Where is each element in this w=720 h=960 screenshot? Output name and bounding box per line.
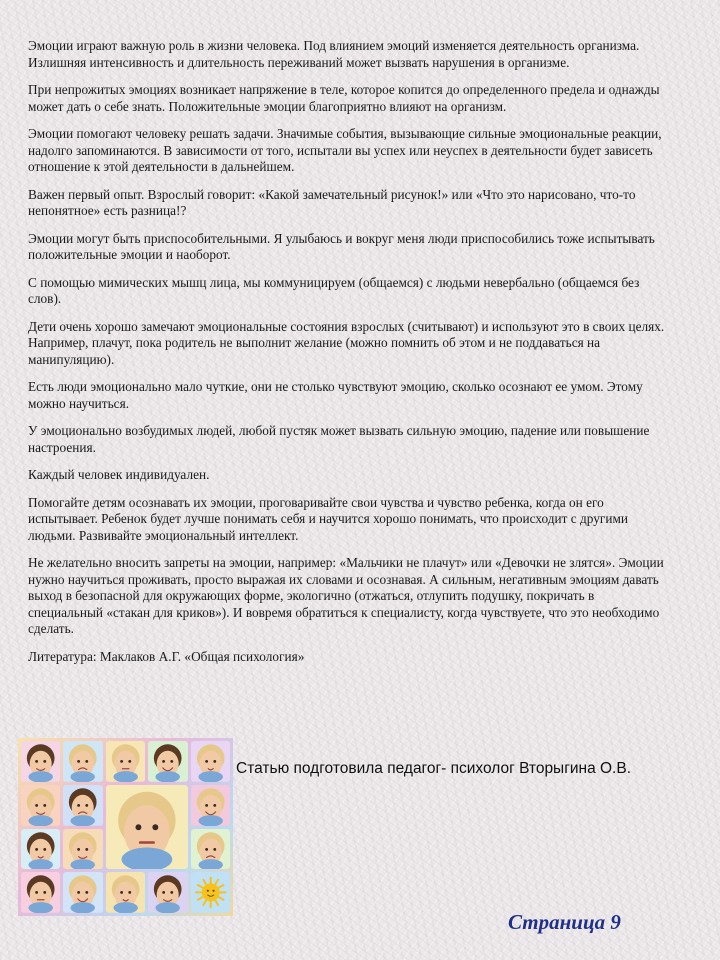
sun-icon [191, 872, 230, 913]
article-paragraph: С помощью мимических мышц лица, мы коммуницируем (общаемся) с людьми невербально (общаемся без слов). [28, 274, 640, 306]
child-face-icon [21, 829, 60, 870]
article-paragraph: Есть люди эмоционально мало чуткие, они не столько чувствуют эмоцию, сколько осознают ее умом. Этому можно научиться. [28, 379, 643, 411]
article-paragraph: У эмоционально возбудимых людей, любой пустяк может вызвать сильную эмоцию, падение или повышение настроения. [28, 423, 650, 455]
child-face-icon [21, 872, 60, 913]
references: Литература: Маклаков А.Г. «Общая психология» [28, 648, 305, 664]
child-face-icon [148, 872, 187, 913]
child-face-icon [63, 785, 102, 826]
child-face-icon [63, 829, 102, 870]
child-face-icon [21, 741, 60, 782]
child-face-icon [21, 785, 60, 826]
article-paragraph: Помогайте детям осознавать их эмоции, проговаривайте свои чувства и чувство ребенка, когда он его испытывает. Ребенок будет лучше понимать себя и научится хорошо понимать, что происходит с другими людьми. Развивайте эмоциональный интеллект. [28, 494, 629, 543]
child-face-icon [191, 829, 230, 870]
page-number: Страница 9 [508, 910, 621, 934]
article-paragraph: Эмоции играют важную роль в жизни человека. Под влиянием эмоций изменяется деятельность организма. Излишняя интенсивность и длительность переживаний может вызвать нарушения в организме. [28, 38, 640, 70]
child-face-icon [191, 741, 230, 782]
children-emotions-collage [18, 738, 233, 916]
child-face-icon [106, 785, 188, 870]
article-paragraph: При непрожитых эмоциях возникает напряжение в теле, которое копится до определенного предела и однажды может дать о себе знать. Положительные эмоции благоприятно влияют на организм. [28, 82, 660, 114]
article-paragraph: Эмоции помогают человеку решать задачи. Значимые события, вызывающие сильные эмоциональные реакции, надолго запоминаются. В зависимости от того, испытали вы успех или неуспех в деятельности будет зависеть отношение к этой деятельности в дальнейшем. [28, 126, 662, 174]
child-face-icon [106, 741, 145, 782]
article-paragraph: Важен первый опыт. Взрослый говорит: «Какой замечательный рисунок!» или «Что это нарисовано, что-то непонятное» есть разница!? [28, 186, 636, 218]
child-face-icon [191, 785, 230, 826]
article [28, 38, 668, 676]
article-paragraph: Не желательно вносить запреты на эмоции, например: «Мальчики не плачут» или «Девочки не злятся». Эмоции нужно научиться проживать, просто выражая их словами и осознавая. А сильным, негативным эмоциям давать выход в безопасной для окружающих форме, экологично (отжаться, отлупить подушку, покричать в специальный «стакан для криков»). И вовремя обратиться к специалисту, когда чувствуете, что это необходимо сделать. [28, 555, 664, 636]
article-paragraph: Каждый человек индивидуален. [28, 467, 210, 482]
child-face-icon [63, 872, 102, 913]
child-face-icon [63, 741, 102, 782]
article-paragraph: Эмоции могут быть приспособительными. Я улыбаюсь и вокруг меня люди приспособились тоже испытывать положительные эмоции и наоборот. [28, 230, 655, 262]
author-credit: Статью подготовила педагог- психолог Вторыгина О.В. [236, 760, 632, 777]
article-paragraph: Дети очень хорошо замечают эмоциональные состояния взрослых (считывают) и используют это в своих целях. Например, плачут, пока родитель не выполнит желание (можно помнить об этом и не поддаваться на манипуляцию). [28, 318, 665, 367]
child-face-icon [148, 741, 187, 782]
child-face-icon [106, 872, 145, 913]
